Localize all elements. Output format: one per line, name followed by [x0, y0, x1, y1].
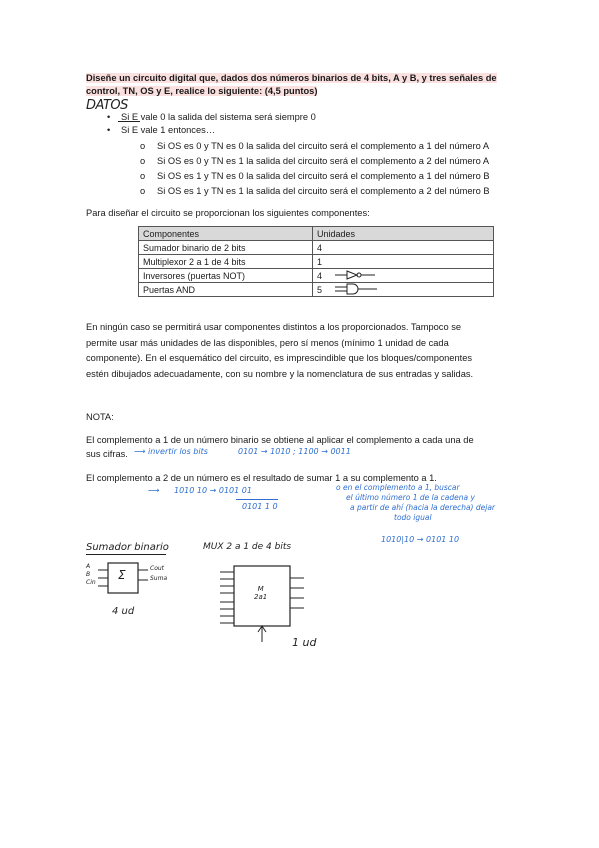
and-gate-icon — [335, 283, 379, 295]
handwritten-arrow-note — [134, 447, 208, 456]
nota-complement-2: El complemento a 2 de un número es el resultado de sumar 1 a su complemento a 1. — [86, 473, 437, 483]
table-row — [139, 255, 494, 269]
table-cell: 4 — [313, 241, 494, 255]
sumador-diagram — [84, 560, 194, 600]
arrow-icon: ⟶ — [148, 486, 160, 495]
sumador-units: 4 ud — [112, 606, 135, 617]
input-label: B — [86, 571, 91, 578]
handwritten-c2-result: 0101 1 0 — [242, 502, 278, 511]
handwritten-c2-example-2: 1010|10 → 0101 10 — [381, 535, 460, 544]
paragraph-line: permite usar más unidades de las disponibles, pero sí menos (mínimo 1 unidad de cada — [86, 337, 449, 348]
nota-heading: NOTA: — [86, 412, 114, 422]
table-row — [139, 241, 494, 255]
sumador-title: Sumador binario — [86, 542, 169, 553]
handwritten-note-line: el último número 1 de la cadena y — [346, 493, 475, 502]
handwritten-c2-example: 1010 10 → 0101 01 — [174, 486, 252, 495]
sub-bullet-item: o Si OS es 0 y TN es 1 la salida del circuito será el complemento a 2 del número A — [157, 154, 490, 169]
table-cell: Puertas AND — [139, 283, 313, 297]
table-cell: Inversores (puertas NOT) — [139, 269, 313, 283]
output-label: Cout — [150, 565, 165, 572]
problem-statement — [86, 72, 526, 98]
sumador-outputs — [150, 564, 167, 584]
components-intro: Para diseñar el circuito se proporcionan los siguientes componentes: — [86, 208, 370, 218]
table-row — [139, 283, 494, 297]
sumador-inputs — [86, 563, 96, 587]
bullet-item: • Si E vale 0 la salida del sistema será siempre 0 — [121, 111, 316, 124]
components-table — [138, 226, 494, 297]
table-header-cell: Unidades — [313, 227, 494, 241]
sub-bullet-item: o Si OS es 1 y TN es 0 la salida del circuito será el complemento a 1 del número B — [157, 169, 490, 184]
arrow-icon: ⟶ — [134, 447, 149, 456]
table-row — [139, 269, 494, 283]
handwritten-note-line: o en el complemento a 1, buscar — [336, 483, 460, 492]
bullet-list — [121, 111, 316, 137]
handwritten-note-line: todo igual — [394, 513, 432, 522]
table-cell: 5 — [313, 283, 494, 297]
handwritten-example: 0101 → 1010 ; 1100 → 0011 — [238, 447, 351, 456]
nota-line: sus cifras. — [86, 449, 128, 459]
sumador-symbol: Σ — [118, 568, 126, 582]
not-gate-icon — [335, 270, 377, 280]
handwritten-underline — [118, 121, 140, 122]
table-header-row — [139, 227, 494, 241]
input-label: A — [86, 563, 91, 570]
handwritten-sum-line — [236, 499, 278, 500]
sub-bullet-item: o Si OS es 1 y TN es 1 la salida del circuito será el complemento a 2 del número B — [157, 184, 490, 199]
nota-line: El complemento a 1 de un número binario se obtiene al aplicar el complemento a cada una de — [86, 435, 474, 445]
handwritten-text: invertir los bits — [148, 447, 208, 456]
sub-bullet-item: o Si OS es 0 y TN es 0 la salida del circuito será el complemento a 1 del número A — [157, 139, 490, 154]
table-header-cell: Componentes — [139, 227, 313, 241]
bullet-item: • Si E vale 1 entonces… — [121, 124, 316, 137]
rules-paragraph — [86, 320, 516, 382]
paragraph-line: En ningún caso se permitirá usar componentes distintos a los proporcionados. Tampoco se — [86, 322, 462, 332]
mux-units: 1 ud — [292, 636, 317, 649]
sumador-title-underline — [86, 554, 166, 555]
handwritten-note-line: a partir de ahí (hacia la derecha) dejar — [350, 503, 496, 512]
mux-title: MUX 2 a 1 de 4 bits — [203, 542, 292, 552]
mux-symbol: M 2a1 — [254, 585, 268, 601]
table-cell: Sumador binario de 2 bits — [139, 241, 313, 255]
table-cell: Multiplexor 2 a 1 de 4 bits — [139, 255, 313, 269]
statement-line-1: Diseñe un circuito digital que, dados dos números binarios de 4 bits, A y B, y tres señales de — [86, 73, 497, 83]
paragraph-line: componente). En el esquemático del circuito, es imprescindible que los bloques/componentes — [86, 353, 473, 363]
handwritten-note — [336, 483, 495, 523]
sub-bullet-list — [157, 139, 490, 199]
table-cell: 4 — [313, 269, 494, 283]
output-label: Suma — [150, 575, 168, 582]
input-label: Cin — [86, 579, 96, 586]
table-cell: 1 — [313, 255, 494, 269]
datos-label: DATOS — [86, 98, 128, 113]
statement-line-2: control, TN, OS y E, realice lo siguiente: (4,5 puntos) — [86, 86, 318, 96]
paragraph-line: estén dibujados adecuadamente, con su nombre y la nomenclatura de sus entradas y salidas. — [86, 368, 474, 379]
mux-diagram — [200, 558, 320, 644]
